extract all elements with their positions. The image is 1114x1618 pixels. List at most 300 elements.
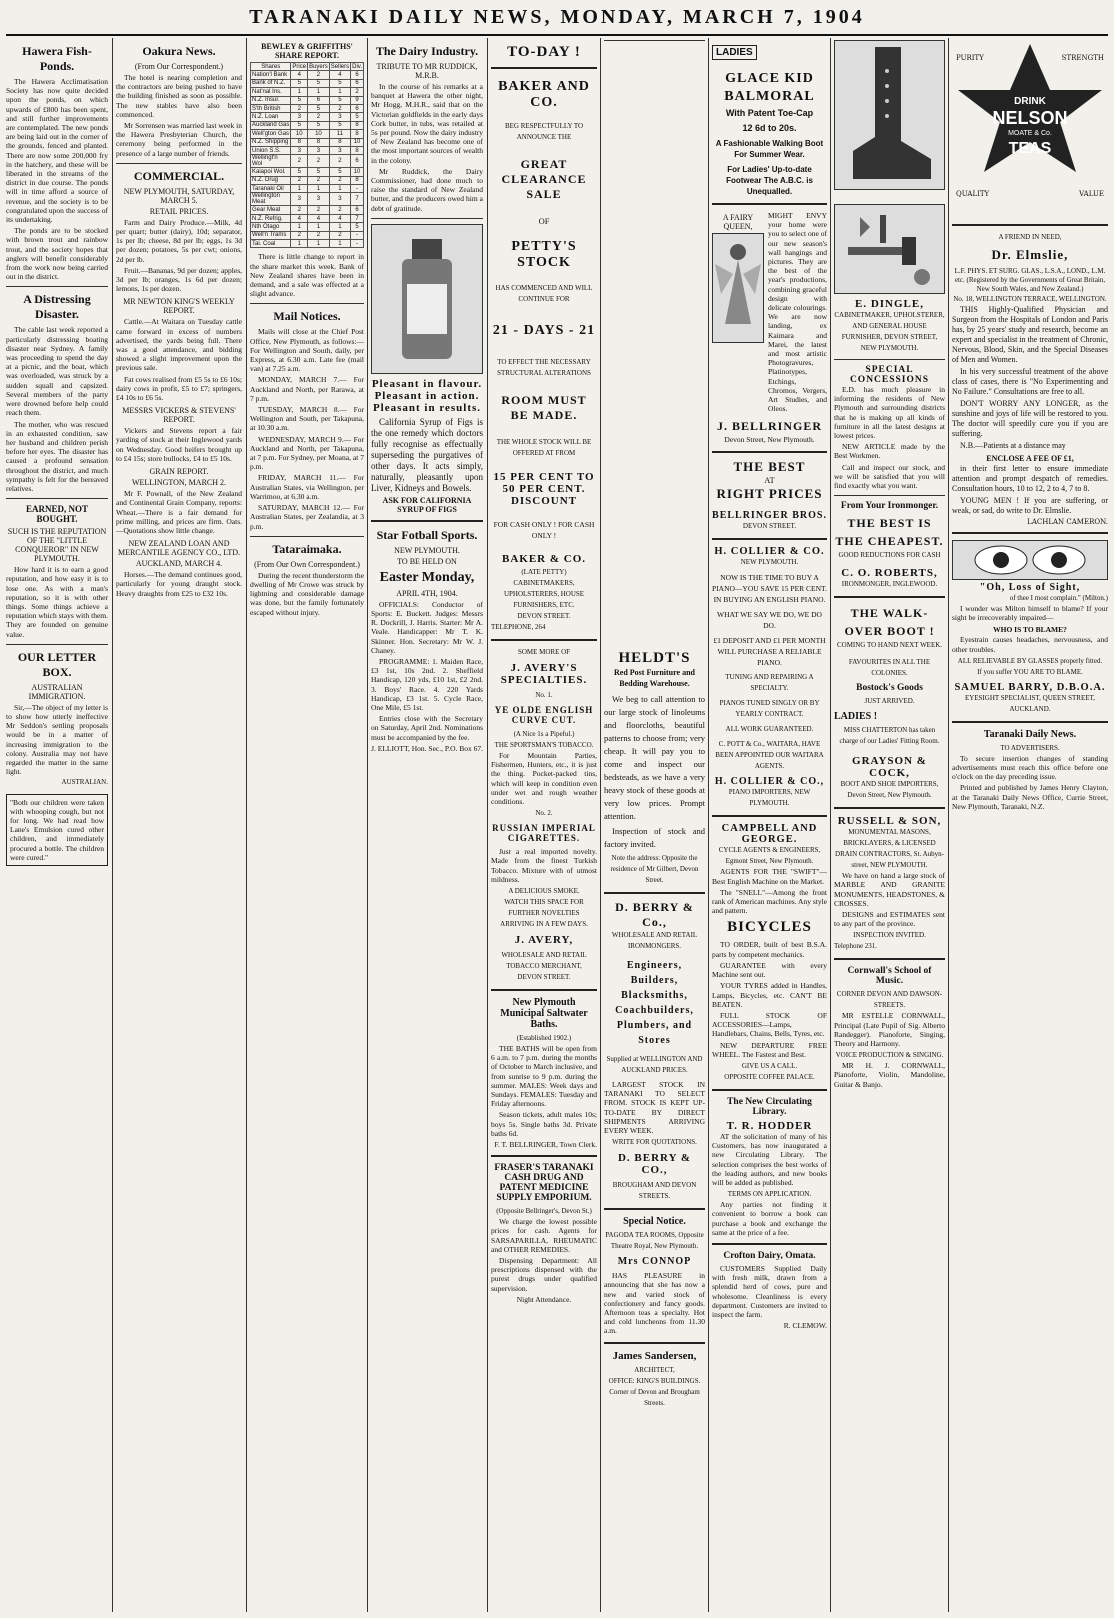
table-cell: 4 xyxy=(329,71,350,79)
article-paragraph: Mr Ruddick, the Dairy Commissioner, had done much to raise the standard of New Zealand butter, and the producers owed him a debt of gratitude. xyxy=(371,166,483,213)
column-9 xyxy=(952,40,1108,1610)
advert-paragraph: E.D. has much pleasure in informing the residents of New Plymouth and surrounding districts that he is making up all kinds of furniture in all the latest designs at lowest prices. xyxy=(834,385,945,441)
article-paragraph: Horses.—The demand continues good, particularly for young draught stock. Heavy draughts from £25 to £32 10s. xyxy=(116,570,242,598)
advert-heading: GRAYSON & COCK, xyxy=(852,755,927,780)
advert-text: JUST ARRIVED. xyxy=(864,697,915,706)
advert-heading: 21 - DAYS - 21 xyxy=(492,323,596,338)
tea-advert xyxy=(952,40,1108,218)
article-subheading: MESSRS VICKERS & STEVENS' REPORT. xyxy=(122,406,236,425)
advert-heading: FRASER'S TARANAKI CASH DRUG AND PATENT MEDICINE SUPPLY EMPORIUM. xyxy=(494,1163,594,1204)
divider xyxy=(952,532,1108,534)
advert-heading: HELDT'S xyxy=(618,650,691,666)
advert-text: DEVON STREET. xyxy=(742,522,797,531)
table-cell: 3 xyxy=(291,113,308,121)
advert-text: GIVE US A CALL. xyxy=(741,1061,798,1070)
advert-paragraph: We have on hand a large stock of MARBLE AND GRANITE MONUMENTS, HEADSTONES, & CROSSES. xyxy=(834,871,945,908)
table-cell: 3 xyxy=(329,113,350,121)
divider xyxy=(6,498,108,499)
table-cell: 2 xyxy=(291,104,308,112)
advert-text: A Fashionable Walking Boot For Summer Wear. xyxy=(715,139,824,159)
advert-heading: ROOM MUST BE MADE. xyxy=(501,393,587,422)
advert-text: AT xyxy=(764,475,775,486)
table-cell: Nation'l Bank xyxy=(251,71,291,79)
advert-heading: BAKER & CO. xyxy=(501,553,587,565)
column-rule xyxy=(708,38,709,1612)
advert-text: No. 18, WELLINGTON TERRACE, WELLINGTON. xyxy=(953,295,1107,303)
advert-text: With Patent Toe-Cap xyxy=(725,108,814,118)
article-heading: Tataraimaka. xyxy=(272,541,342,556)
signature: F. T. BELLRINGER, Town Clerk. xyxy=(494,1140,597,1150)
advert-heading: Taranaki Daily News. xyxy=(983,728,1077,740)
advert-heading: Engineers, Builders, Blacksmiths, Coachbuilders, Plumbers, and Stores xyxy=(615,960,694,1046)
share-table-column-header: Shares xyxy=(251,63,291,71)
table-cell: 1 xyxy=(291,185,308,193)
divider xyxy=(371,218,483,219)
table-row xyxy=(251,214,364,222)
tea-logo-nelson: NELSON xyxy=(992,108,1068,128)
advert-paragraph: Dispensing Department: All prescriptions dispensed with the purest drugs under qualified supervision. xyxy=(491,1256,597,1293)
table-cell: 5 xyxy=(291,96,308,104)
article-paragraph: The ponds are to be stocked with brown trout and rainbow trout, and the society hopes that anglers will benefit considerably from the work now being carried out in the district. xyxy=(6,226,108,282)
boot-icon xyxy=(835,41,944,189)
table-cell: 4 xyxy=(308,214,330,222)
advert-paragraph: Any parties not finding it convenient to borrow a book can purchase a book and exchange the same at the price of a fee. xyxy=(712,1200,827,1237)
table-cell: 2 xyxy=(308,231,330,239)
advert-heading: SPECIAL CONCESSIONS xyxy=(849,365,930,385)
table-cell: - xyxy=(351,185,364,193)
advert-heading: Cornwall's School of Music. xyxy=(847,966,932,987)
advert-paragraph: The "SNELL"—Among the front rank of American machines. Any style and pattern. xyxy=(712,887,827,916)
article-subheading: MR NEWTON KING'S WEEKLY REPORT. xyxy=(123,297,235,316)
table-cell: Tai. Coal xyxy=(251,240,291,248)
advert-text: ALL RELIEVABLE BY GLASSES properly fitted. xyxy=(957,656,1103,665)
section-heading: OUR LETTER BOX. xyxy=(17,649,97,679)
article-subheading: AUCKLAND, MARCH 4. xyxy=(135,559,223,569)
advert-text: BROUGHAM AND DEVON STREETS. xyxy=(612,1181,697,1201)
table-cell: 5 xyxy=(329,96,350,104)
advert-text: MISS CHATTERTON has taken charge of our Ladies' Fitting Room. xyxy=(839,726,940,746)
advert-paragraph: DON'T WORRY ANY LONGER, as the sunshine and joys of life will be restored to you. The doctor will speedily cure you if you are suffering. xyxy=(952,399,1108,438)
table-cell: N.Z. Refrig. xyxy=(251,214,291,222)
table-cell: 1 xyxy=(308,240,330,248)
column-7 xyxy=(712,40,827,1610)
table-cell: 5 xyxy=(308,121,330,129)
article-paragraph: The cable last week reported a particularly distressing boating disaster near Sydney. A family was proceeding to spend the day at a picnic, and the boat, which was overloaded, was struck by a sudden squall and capsized. Several members of the party were drowned before help could reach them. xyxy=(6,325,108,418)
advert-text: For Ladies' Up-to-date Footwear The A.B.C. is Unequalled. xyxy=(726,165,813,196)
table-cell: 7 xyxy=(351,193,364,206)
masthead-title: TARANAKI DAILY NEWS, MONDAY, MARCH 7, 1904 xyxy=(249,6,865,28)
advert-paragraph: In his very successful treatment of the above class of cases, there is "No Experimenting and No Failure." Consultations are free to all. xyxy=(952,367,1108,396)
article-subheading: NEW PLYMOUTH. xyxy=(394,545,460,555)
eyes-icon xyxy=(953,541,1107,579)
advert-heading: LADIES ! xyxy=(834,711,878,723)
advert-text: EYESIGHT SPECIALIST, QUEEN STREET, AUCKLAND. xyxy=(964,693,1096,713)
column-6-top xyxy=(604,40,705,645)
table-cell: 6 xyxy=(351,155,364,168)
tea-quality: QUALITY xyxy=(956,190,990,198)
advert-paragraph: We charge the lowest possible prices for cash. Agents for SARSAPARILLA, RHEUMATIC and OTHER REMEDIES. xyxy=(491,1217,597,1254)
advert-text: No. 1. xyxy=(535,691,553,699)
article-paragraph: In the course of his remarks at a banquet at Hawera the other night, Mr Hogg, M.H.R., said that on the Victorian goldfields in the early days Cork butter, in tubs, was retailed at 5s per pound. Now the dairy industry of New Zealand has become one of the most important sources of wealth in the colony. xyxy=(371,82,483,165)
advert-heading: Pleasant in flavour. xyxy=(371,377,483,390)
column-rule xyxy=(487,38,488,1612)
advert-text: WHOLESALE AND RETAIL IRONMONGERS. xyxy=(611,931,698,950)
advert-text: NOW IS THE TIME TO BUY A PIANO—YOU SAVE 15 PER CENT. IN BUYING AN ENGLISH PIANO. xyxy=(712,573,827,605)
article-subheading: WELLINGTON, MARCH 2. xyxy=(131,478,227,488)
advert-text: ENCLOSE A FEE OF £1, xyxy=(986,454,1074,463)
article-subheading: APRIL 4TH, 1904. xyxy=(396,588,458,598)
table-cell: 1 xyxy=(329,88,350,96)
column-1 xyxy=(6,40,108,1610)
table-cell: 6 xyxy=(351,206,364,214)
divider xyxy=(604,40,705,41)
advert-tag: LADIES xyxy=(712,45,757,60)
article-paragraph: PROGRAMME: 1. Maiden Race, £3 1st, 10s 2nd. 2. Sheffield Handicap, 120 yds, £10 1st, £2 2nd. 3. Boys' Race. 4. 220 Yards Handicap, £3 1st. 5. Cycle Race, One Mile, £5 1st. xyxy=(371,657,483,713)
tea-logo-drink: DRINK xyxy=(1014,96,1046,107)
tea-strength: STRENGTH xyxy=(1061,54,1104,62)
masthead-rule xyxy=(6,34,1108,36)
advert-paragraph: Eyestrain causes headaches, nervousness, and other troubles. xyxy=(952,635,1108,654)
advert-heading: YE OLDE ENGLISH CURVE CUT. xyxy=(494,705,594,725)
advert-text: IRONMONGER, INGLEWOOD. xyxy=(841,580,938,589)
divider xyxy=(712,203,827,205)
advert-text: 12 6d to 20s. xyxy=(742,123,797,133)
advert-paragraph: Call and inspect our stock, and we will be satisfied that you will find exactly what you want. xyxy=(834,462,945,491)
advert-text: No. 2. xyxy=(535,809,553,818)
column-5 xyxy=(491,40,597,1610)
table-row xyxy=(251,146,364,154)
table-cell: 2 xyxy=(351,88,364,96)
advert-text: ALL WORK GUARANTEED. xyxy=(725,725,814,734)
advert-heading: D. BERRY & Co., xyxy=(615,900,694,929)
table-cell: 5 xyxy=(351,223,364,231)
advert-text: Supplied at WELLINGTON AND AUCKLAND PRICES. xyxy=(606,1055,703,1074)
advert-heading: H. COLLIER & CO., xyxy=(714,776,825,788)
advert-heading: J. AVERY, xyxy=(514,934,574,947)
article-subheading: RETAIL PRICES. xyxy=(149,206,209,216)
article-subheading: NEW ZEALAND LOAN AND MERCANTILE AGENCY CO., LTD. xyxy=(117,539,241,558)
article-heading: Hawera Fish-Ponds. xyxy=(22,44,92,73)
advert-illustration xyxy=(371,224,483,374)
advert-text: BEG RESPECTFULLY TO ANNOUNCE THE xyxy=(504,122,584,141)
advert-heading: RUSSELL & SON, xyxy=(837,815,942,828)
advert-heading: THE BEST IS THE CHEAPEST. xyxy=(835,516,944,549)
article-paragraph: Fat cows realised from £5 5s to £6 10s; dairy cows in profit, £5 to £7; springers, £4 10s to £6 5s. xyxy=(116,374,242,403)
advert-paragraph: THIS Highly-Qualified Physician and Surgeon from the Hospitals of London and Paris has, by 25 years' study and research, become an expert and specialist in the treatment of Chronic, Nervous, Blood, Skin, and the Special Diseases of Men and Women. xyxy=(952,305,1108,364)
divider xyxy=(834,958,945,960)
table-cell: 1 xyxy=(329,185,350,193)
table-cell: 3 xyxy=(291,193,308,206)
table-cell: N.Z. Shipping xyxy=(251,138,291,146)
advert-text: OF xyxy=(538,216,550,226)
advert-heading: J. AVERY'S SPECIALTIES. xyxy=(500,662,588,686)
mail-notice: WEDNESDAY, MARCH 9.— For Auckland and North, per Takapuna, at 7 p.m. For Sydney, per Moana, at 7 p.m. xyxy=(250,434,364,472)
column-rule xyxy=(112,38,113,1612)
advert-text: WRITE FOR QUOTATIONS. xyxy=(612,1138,697,1147)
divider xyxy=(712,538,827,540)
advert-paragraph: NEW ARTICLE made by the Best Workmen. xyxy=(834,442,945,461)
table-row xyxy=(251,240,364,248)
table-cell: 1 xyxy=(291,223,308,231)
table-cell: 5 xyxy=(351,113,364,121)
advert-heading: E. DINGLE, xyxy=(855,298,924,310)
table-row xyxy=(251,231,364,239)
advert-paragraph: Inspection of stock and factory invited. xyxy=(604,826,705,849)
boot-illustration xyxy=(834,40,945,190)
advert-text: PIANO IMPORTERS, NEW PLYMOUTH. xyxy=(728,788,811,808)
advert-text: of thee I most complain." (Milton.) xyxy=(1009,594,1108,602)
table-cell: Union S.S. xyxy=(251,146,291,154)
advert-text: CORNER DEVON AND DAWSON-STREETS. xyxy=(836,990,943,1010)
column-4 xyxy=(371,40,483,1610)
table-cell: 2 xyxy=(329,176,350,184)
advert-text: Telephone 231. xyxy=(834,942,878,951)
section-heading: Star Fotball Sports. xyxy=(376,527,478,542)
table-cell: 1 xyxy=(308,223,330,231)
advert-text: PIANOS TUNED SINGLY OR BY YEARLY CONTRACT. xyxy=(719,699,820,719)
bottle-icon xyxy=(382,229,472,369)
advert-heading: BICYCLES xyxy=(727,919,812,936)
table-row xyxy=(251,155,364,168)
advert-heading: Special Notice. xyxy=(623,1216,686,1228)
advert-paragraph: We beg to call attention to our large stock of linoleums and floorcloths, beautiful patterns to choose from; very cheap. It will pay you to come and inspect our bedsteads, as we have a very heavy stock of these goods at very low prices. Prompt attention. xyxy=(604,694,705,821)
table-cell: 2 xyxy=(329,231,350,239)
advert-text: CABINETMAKERS, UPHOLSTERERS, HOUSE FURNISHERS, ETC. xyxy=(503,579,585,609)
advert-text: ARCHITECT, xyxy=(634,1365,675,1374)
table-cell: 2 xyxy=(308,155,330,168)
advert-text: WHO IS TO BLAME? xyxy=(993,625,1067,635)
advert-text: SOME MORE OF xyxy=(517,648,571,656)
share-table-header xyxy=(251,63,364,71)
table-cell: 2 xyxy=(308,206,330,214)
advert-paragraph: Just a real imported novelty. Made from the finest Turkish Tobacco. Mixture with of utmost mildness. xyxy=(491,847,597,884)
advert-paragraph: DESIGNS and ESTIMATES sent to any part of the province. xyxy=(834,910,945,929)
table-cell: S'th British xyxy=(251,104,291,112)
article-paragraph: Cattle.—At Waitara on Tuesday cattle came forward in excess of numbers advertised, the yards being full. There was a good attendance, and bidding showed a slight improvement upon the previous sale. xyxy=(116,317,242,373)
advert-heading: BAKER AND CO. xyxy=(498,79,590,110)
section-heading: Mail Notices. xyxy=(273,309,341,324)
table-row xyxy=(251,88,364,96)
table-row xyxy=(251,121,364,129)
divider xyxy=(834,495,945,496)
table-cell: 2 xyxy=(329,206,350,214)
advert-text: Night Attendance. xyxy=(516,1294,572,1304)
table-cell: 2 xyxy=(291,231,308,239)
table-cell: 2 xyxy=(291,206,308,214)
advert-text: GOOD REDUCTIONS FOR CASH xyxy=(838,551,941,560)
article-heading: Oakura News. xyxy=(142,44,216,58)
table-cell: 3 xyxy=(308,146,330,154)
tools-icon xyxy=(840,207,940,291)
advert-text: COMING TO HAND NEXT WEEK. xyxy=(836,641,943,650)
advert-text: DEVON STREET. xyxy=(517,973,571,982)
divider xyxy=(712,1089,827,1091)
table-cell: 2 xyxy=(308,71,330,79)
advert-text: (Opposite Bellringer's, Devon St.) xyxy=(496,1207,592,1216)
table-row xyxy=(251,176,364,184)
table-cell: 11 xyxy=(329,130,350,138)
column-rule xyxy=(948,38,949,1612)
advert-heading: Dr. Elmslie, xyxy=(991,247,1069,262)
letter-signature: AUSTRALIAN. xyxy=(61,778,108,787)
table-cell: N.Z. Drug xyxy=(251,176,291,184)
article-paragraph: Mr Sorrensen was married last week in the Hawera Presbyterian Church, the ceremony being performed in the presence of a large number of friends. xyxy=(116,121,242,158)
table-cell: 2 xyxy=(308,176,330,184)
article-paragraph: Vickers and Stevens report a fair yarding of stock at their Inglewood yards on Wednesday. Good heifers brought up to £4 15s; store bullocks, £4 to £5 10s. xyxy=(116,426,242,463)
article-heading: A Distressing Disaster. xyxy=(23,292,91,322)
divider xyxy=(952,721,1108,723)
advert-paragraph: AT the solicitation of many of his Customers, has now inaugurated a new Circulating Library. The selection comprises the best works of the leading authors, and new books will be added as published. xyxy=(712,1131,827,1187)
table-cell: 2 xyxy=(291,155,308,168)
section-heading: COMMERCIAL. xyxy=(133,168,225,183)
advert-heading: D. BERRY & CO., xyxy=(617,1152,692,1177)
column-rule xyxy=(600,38,601,1612)
advert-paragraph: MIGHT ENVY your home were you to select one of our new season's wall hangings and pictures. They are the best of the year's productions, combining graceful design with delicate colourings. We are now landing, ex Kaimara and Marei, the latest and most artistic Photogravures, Platinotypes, Etchings, Chromos, Vergers, Art Studies, and Oleos. xyxy=(768,211,827,414)
advert-heading: T. R. HODDER xyxy=(726,1119,813,1132)
advert-paragraph: To secure insertion changes of standing advertisements must reach this office before one o'clock on the day preceding issue. xyxy=(952,753,1108,782)
column-6 xyxy=(604,650,705,1618)
advert-heading: RIGHT PRICES xyxy=(716,486,823,502)
table-cell: - xyxy=(351,231,364,239)
tea-logo-teas: TEAS xyxy=(1008,140,1052,157)
article-paragraph: The Hawera Acclimatisation Society has now quite decided upon the ponds, on which upwards of £800 has been spent, and still further improvements are contemplated. The new ponds are being laid out in the corner of the grounds, fenced and planted. There are now some 200,000 fry in the hatchery, and these will be liberated in the streams of the district in due course. The ponds will in time afford a source of revenue, and the society is to be congratulated upon the success of its undertaking. xyxy=(6,77,108,225)
table-cell: Bank of N.Z. xyxy=(251,79,291,87)
column-2 xyxy=(116,40,242,1610)
table-cell: 1 xyxy=(291,88,308,96)
table-cell: 8 xyxy=(351,121,364,129)
table-row xyxy=(251,193,364,206)
advert-text: TERMS ON APPLICATION. xyxy=(727,1190,812,1199)
table-cell: Kaiapoi Wol. xyxy=(251,168,291,176)
table-row xyxy=(251,138,364,146)
table-cell: 1 xyxy=(329,223,350,231)
letter-title: AUSTRALIAN IMMIGRATION. xyxy=(28,682,86,701)
advert-ask: ASK FOR CALIFORNIA SYRUP OF FIGS xyxy=(382,495,472,514)
table-cell: Nth Otago xyxy=(251,223,291,231)
advert-paragraph: HAS PLEASURE in announcing that she has now a new and varied stock of confectionery and fancy goods. Afternoon teas a specialty. Hot and cold luncheons from 11.30 a.m. xyxy=(604,1271,705,1336)
divider xyxy=(491,639,597,641)
table-cell: 2 xyxy=(329,104,350,112)
share-report-heading: BEWLEY & GRIFFITHS' SHARE REPORT. xyxy=(261,42,353,60)
table-cell: 10 xyxy=(351,138,364,146)
article-paragraph: The mother, who was rescued in an exhausted condition, saw her husband and children perish before her eyes. The disaster has caused a profound sensation throughout the district, and much sympathy is felt for the bereaved relatives. xyxy=(6,419,108,493)
table-cell: 8 xyxy=(308,138,330,146)
article-heading: The Dairy Industry. xyxy=(375,44,479,58)
tea-value: VALUE xyxy=(1079,190,1104,198)
table-row xyxy=(251,206,364,214)
advert-text: WHOLESALE AND RETAIL TOBACCO MERCHANT, xyxy=(501,951,587,971)
advert-heading: SAMUEL BARRY, D.B.O.A. xyxy=(954,681,1106,693)
table-cell: 1 xyxy=(308,88,330,96)
table-row xyxy=(251,168,364,176)
article-paragraph: How hard it is to earn a good reputation, and how easy it is to lose one. As with a man's reputation, so it is with other things. Some things achieve a reputation which stays with them. They are founded on genuine value. xyxy=(6,565,108,639)
table-cell: 10 xyxy=(351,168,364,176)
advert-text: THE SPORTSMAN'S TOBACCO. xyxy=(494,741,594,749)
advert-heading: Pleasant in action. xyxy=(374,389,480,402)
table-cell: 8 xyxy=(351,130,364,138)
advert-heading: J. BELLRINGER xyxy=(716,419,823,434)
advert-paragraph: For Mountain Parties, Fishermen, Hunters, etc., it is just the thing. Pocket-packed tins, which will keep in condition even under wet and rough weather conditions. xyxy=(491,751,597,807)
table-cell: 10 xyxy=(291,130,308,138)
advert-subheading: A FAIRY QUEEN, xyxy=(722,213,754,231)
article-subheading: (From Our Correspondent.) xyxy=(134,62,224,71)
table-row xyxy=(251,104,364,112)
table-cell: Well'gton Gas xyxy=(252,130,290,137)
advert-paragraph: YOUR TYRES added in Handles, Lamps, Bicycles, etc. CAN'T BE BEATEN. xyxy=(712,981,827,1009)
article-paragraph: The hotel is nearing completion and the contractors are being pushed to have the building finished as soon as possible. The new stables have also been commenced. xyxy=(116,73,242,119)
table-cell: 4 xyxy=(329,214,350,222)
table-cell: 10 xyxy=(308,130,330,138)
table-cell: 1 xyxy=(329,240,350,248)
advert-text: VOICE PRODUCTION & SINGING. xyxy=(835,1051,944,1060)
advert-heading: THE WALK-OVER BOOT ! xyxy=(844,606,935,639)
advert-text: (LATE PETTY) xyxy=(521,568,567,576)
column-8-top xyxy=(834,40,945,198)
advert-text: "Both our children were taken with whooping cough, but not for long. We had read how Lane's Emulsion cured other children, and immediately procured a bottle. The children were cured." xyxy=(10,797,104,862)
article-heading: EARNED, NOT BOUGHT. xyxy=(25,504,88,525)
signature: J. ELLIOTT, Hon. Sec., P.O. Box 67. xyxy=(371,743,483,753)
divider xyxy=(6,644,108,645)
advert-text: C. POTT & Co., WAITARA, HAVE BEEN APPOINTED OUR WAITARA AGENTS. xyxy=(715,740,824,771)
advert-heading: THE BEST xyxy=(733,459,806,475)
divider xyxy=(491,67,597,69)
table-cell: 5 xyxy=(329,121,350,129)
table-cell: 5 xyxy=(329,79,350,87)
advert-heading: RUSSIAN IMPERIAL CIGARETTES. xyxy=(492,823,596,844)
article-paragraph: Mr F. Pownall, of the New Zealand and Continental Grain Company, reports: Wheat.—There is a fair demand for prime milling, and prices are firm. Oats.—Quotations show little change. xyxy=(116,489,242,535)
divider xyxy=(604,892,705,894)
advert-text: L.F. PHYS. ET SURG. GLAS., L.S.A., LOND., L.M. etc. (Registered by the Governments of Great Britain, New South Wales, and New Zealand.) xyxy=(954,267,1106,293)
advert-heading: Pleasant in results. xyxy=(372,401,482,414)
table-cell: 2 xyxy=(308,113,330,121)
divider xyxy=(491,1155,597,1157)
table-cell: 5 xyxy=(291,168,308,176)
advert-text: (A Nice 1s a Pipeful.) xyxy=(513,730,575,738)
table-row xyxy=(251,185,364,193)
divider xyxy=(371,520,483,522)
table-cell: 8 xyxy=(291,138,308,146)
table-cell: 5 xyxy=(329,168,350,176)
fairy-icon xyxy=(713,234,763,342)
advert-paragraph: I wonder was Milton himself to blame? If your sight be irrecoverably impaired— xyxy=(952,604,1108,623)
divider xyxy=(712,1243,827,1245)
advert-text: WATCH THIS SPACE FOR FURTHER NOVELTIES ARRIVING IN A FEW DAYS. xyxy=(500,898,588,929)
table-cell: Well'n Trams xyxy=(251,231,291,239)
table-cell: Nat'nal Ins. xyxy=(251,88,291,96)
advert-text: (Established 1902.) xyxy=(516,1034,572,1043)
advert-text: DEVON STREET. xyxy=(517,612,571,620)
column-3 xyxy=(250,40,364,1610)
table-cell: 1 xyxy=(308,185,330,193)
advert-text: TO ADVERTISERS. xyxy=(1000,743,1060,752)
article-subheading: TRIBUTE TO MR RUDDICK, M.R.B. xyxy=(376,62,478,80)
table-cell: 9 xyxy=(351,96,364,104)
table-cell: 2 xyxy=(329,155,350,168)
advert-heading: C. O. ROBERTS, xyxy=(841,567,938,580)
eyes-illustration xyxy=(952,540,1108,580)
share-table-column-header: Buyers xyxy=(309,63,328,70)
table-cell: Wellingt'n Wol xyxy=(251,155,291,168)
advert-heading: James Sandersen, xyxy=(612,1349,697,1362)
article-paragraph: Farm and Dairy Produce.—Milk, 4d per quart; butter (dairy), 10d; separator, 1s per lb; cheese, 8d per lb; eggs, 1s 3d per dozen; potatoes, 5s per cwt; onions, 2d per lb. xyxy=(116,217,242,264)
signature: R. CLEMOW. xyxy=(783,1321,827,1331)
advert-text: TELEPHONE, 264 xyxy=(491,623,546,631)
advert-paragraph: LARGEST STOCK IN TARANAKI TO SELECT FROM. STOCK IS KEPT UP-TO-DATE BY DIRECT SHIPMENTS ARRIVING EVERY WEEK. xyxy=(604,1080,705,1136)
table-cell: 8 xyxy=(351,176,364,184)
advert-text: HAS COMMENCED AND WILL CONTINUE FOR xyxy=(495,284,593,303)
advert-text: TUNING AND REPAIRING A SPECIALTY. xyxy=(725,673,814,693)
advert-paragraph: AGENTS FOR THE "SWIFT"—Best English Machine on the Market. xyxy=(712,867,827,886)
